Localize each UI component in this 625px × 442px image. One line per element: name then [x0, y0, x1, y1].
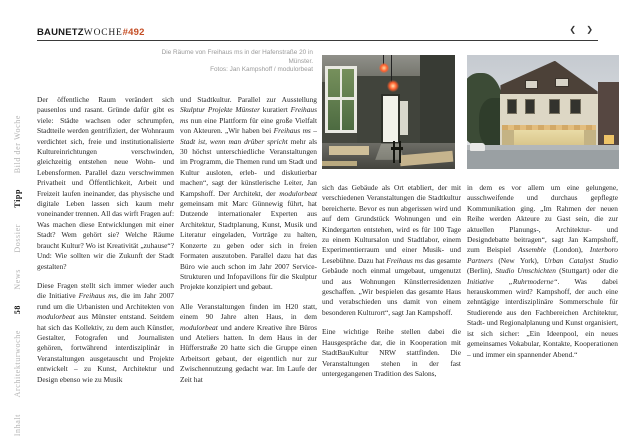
nav-tipp[interactable]: Tipp — [12, 189, 22, 208]
paragraph: Der öffentliche Raum verändert sich pausenlos und rasant. Gründe dafür gibt es viele: Städte wachsen oder schrumpfen, Stadtteile werden gentrifiziert, der Wohnraum verdichtet sich, freie und institutionalisierte Kultureinrichtungen verschwinden, gleichzeitig entstehen neue Wohn- und Lebensformen. Parallel dazu verschwimmen Privatheit und Öffentlichkeit, Arbeit und Freizeit laufen ineinander, das physische und digitale Leben lassen sich kaum mehr voneinander trennen. All das wirft Fragen auf: Was machen diese Entwicklungen mit einer Stadt? Wem gehört sie? Welche Räume braucht Kultur? Wo ist Kreativität „zuhause“? Und: Wie sollten wir die Zukunft der Stadt gestalten? — [37, 95, 174, 271]
caption-line1: Die Räume von Freihaus ms in der Hafenstraße 20 in Münster. — [161, 49, 313, 65]
lamp-cord — [391, 55, 392, 82]
photo-bench — [322, 161, 357, 166]
photo-street — [467, 150, 619, 169]
photo-van — [470, 143, 485, 151]
paragraph: sich das Gebäude als Ort etabliert, der mit verschiedenen Veranstaltungen die Stadtkultur bereicherte. Bevor es nun abgerissen wird und auf dem Grundstück Wohnungen und ein Kindergarten entstehen, wird es für 100 Tage zu einem Kultursalon und Stadtlabor, einem Experimentierraum und einer Musik- und Lesebühne. Dazu hat Freihaus ms das gesamte Gebäude noch einmal umgebaut, umgenutzt und aus Wohnungen Künstlerresidenzen geschaffen. „Wir bespielen das gesamte Haus und verabschieden uns damit von einem besonderen Kulturort“, sagt Jan Kampshoff. — [322, 183, 461, 317]
page-number: 58 — [12, 305, 22, 315]
roof-dormer — [525, 80, 539, 89]
building-window — [549, 99, 560, 114]
brand-serif: WOCHE — [83, 28, 123, 38]
shop-front — [502, 130, 596, 145]
caption-line2: Fotos: Jan Kampshoff / modulorbeat — [210, 66, 313, 74]
photo-wall — [420, 55, 455, 144]
header-divider — [37, 40, 598, 41]
photo-doorway — [381, 94, 401, 144]
roof-dormer — [555, 78, 569, 87]
page-navigation — [567, 25, 597, 34]
nav-inhalt[interactable]: Inhalt — [12, 413, 22, 436]
paragraph: und Stadtkultur. Parallel zur Ausstellung Skulptur Projekte Münster kuratiert Freihaus ms nun eine Plattform für eine große Vielfalt von Akteuren. „Wir haben bei Freihaus ms – Stadt ist, wenn man drüber spricht mehr als 30 höchst unterschiedliche Veranstaltungen im Programm, die Themen rund um Stadt und Kultur ausloten, erleb- und diskutierbar machen“, sagt der künstlerische Leiter, Jan Kampshoff. Der Architekt, der modulorbeat gemeinsam mit Marc Günnewig führt, hat Dutzende internationaler Experten aus Architektur, Stadtplanung, Kunst, Musik und Literatur eingeladen, Vorträge zu halten, Konzerte zu geben oder sich in freien Formaten auszutoben. Parallel dazu hat das Büro wie auch schon im Jahr 2007 Service-Strukturen und Infopavillons für die Skulptur Projekte konzipiert und gebaut. — [180, 95, 317, 292]
brand-bold: BAUNETZ — [37, 27, 84, 38]
article-column-3 — [322, 183, 461, 442]
exterior-photo — [467, 55, 619, 169]
section-nav — [0, 0, 34, 440]
building-window — [525, 99, 536, 114]
building-roof — [500, 61, 597, 95]
paragraph: Diese Fragen stellt sich immer wieder auch die Initiative Freihaus ms, die im Jahr 2007 rund um die Urbanisten und Architekten von modulorbeat aus Münster entstand. Seitdem hat sich das Kollektiv, zu dem auch Künstler, Gestalter, Fotografen und Journalisten gehören, fortwährend interdisziplinär in Veranstaltungen ausgetauscht und Projekte entwickelt – zu Kunst, Architektur und Design ebenso wie zu Musik — [37, 280, 174, 384]
masthead — [37, 27, 145, 38]
photo-window — [325, 66, 357, 132]
article-column-1 — [37, 95, 174, 442]
issue-number: #492 — [122, 27, 145, 38]
next-page-icon[interactable]: ❯ — [586, 25, 595, 34]
article-column-2 — [180, 95, 317, 442]
nav-dossier[interactable]: Dossier — [12, 223, 22, 253]
paragraph: in dem es vor allem um eine gelungene, ausschweifende und durchaus gepflegte Kommunikation ging. „Im Rahmen der neuen Reihe werden Akteure zu Gast sein, die zur aktuellen Planungs-, Architektur- und Designdebatte beitragen“, sagt Jan Kampshoff, zum Beispiel Assemble (London), Interboro Partners (New York), Urban Catalyst Studio (Berlin), Studio Umschichten (Stuttgart) oder die Initiative „Ruhrmoderne“. Was dabei herauskommen wird? Kampshoff, der auch eine zehntägige interdisziplinäre Sommerschule für Studierende aus den Fachbereichen Architektur, Stadt- und Regionalplanung und Kunst organisiert, ist sich sicher: „Ein Ideenpool, ein neues gemeinsames Vokabular, Kontakte, Kooperationen – und immer ein spannender Abend.“ — [467, 183, 618, 359]
nav-bild-der-woche[interactable]: Bild der Woche — [12, 114, 22, 174]
window-mullion — [340, 69, 342, 129]
article-column-4 — [467, 183, 618, 442]
nav-architekturwoche[interactable]: Architekturwoche — [12, 330, 22, 398]
nav-news[interactable]: News — [12, 268, 22, 290]
paragraph: Alle Veranstaltungen finden im H20 statt, einem 90 Jahre alten Haus, in dem modulorbeat und andere Kreative ihre Büros und Ateliers hatten. In dem Haus in der Hüfferstraße 20 hatte sich die Gruppe einen Arbeitsort gebaut, der eigentlich nur zur Zwischennutzung gedacht war. Im Laufe der Zeit hat — [180, 301, 317, 384]
photo-table — [329, 146, 369, 155]
paragraph: Eine wichtige Reihe stellen dabei die Hausgespräche dar, die in Kooperation mit StadtBauKultur NRW stattfinden. Die Veranstaltungen stehen in der fast untergegangenen Tradition des Salons, — [322, 327, 461, 378]
photo-doorway — [400, 101, 408, 135]
photo-chair — [391, 141, 403, 164]
building-window — [570, 99, 581, 114]
building-window — [507, 99, 518, 114]
photo-caption — [158, 49, 313, 75]
prev-page-icon[interactable]: ❮ — [569, 25, 579, 34]
interior-photo — [322, 55, 455, 169]
lit-window — [604, 135, 615, 144]
